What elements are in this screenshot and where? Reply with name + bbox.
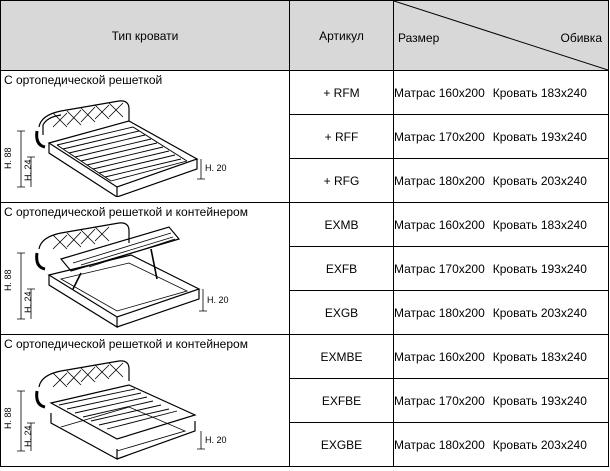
size-cell [394, 379, 609, 423]
bed-size: Кровать 193х240 [492, 261, 587, 276]
bed-size: Кровать 193х240 [492, 393, 587, 408]
bed-type-title: С ортопедической решеткой [4, 73, 163, 87]
header-article: Артикул [290, 1, 394, 71]
bed-type-title: С ортопедической решеткой и контейнером [4, 337, 248, 351]
dim-h88: H. 88 [3, 147, 13, 169]
size-cell [394, 247, 609, 291]
bed-size: Кровать 203х240 [492, 437, 587, 452]
header-row [1, 1, 609, 71]
dim-h20: H. 20 [205, 435, 227, 445]
mattress-size: Матрас 180х200 [394, 305, 485, 320]
mattress-size: Матрас 180х200 [394, 437, 485, 452]
bed-size: Кровать 183х240 [492, 349, 587, 364]
size-cell [394, 335, 609, 379]
bed-container-electric-illustration [1, 351, 241, 461]
dim-h24: H. 24 [23, 291, 33, 313]
article-cell: EXGB [290, 291, 394, 335]
article-cell: + RFM [290, 71, 394, 115]
bed-size: Кровать 183х240 [492, 85, 587, 100]
dim-h88: H. 88 [3, 407, 13, 429]
size-cell [394, 423, 609, 467]
table-row [1, 335, 609, 379]
size-cell [394, 71, 609, 115]
bed-size: Кровать 203х240 [492, 305, 587, 320]
dim-h20: H. 20 [207, 295, 229, 305]
bed-container-open-illustration [1, 219, 241, 329]
bed-type-cell [1, 203, 290, 335]
article-cell: EXGBE [290, 423, 394, 467]
size-cell [394, 159, 609, 203]
dim-h24: H. 24 [23, 425, 33, 447]
header-bed-type: Тип кровати [1, 1, 290, 71]
mattress-size: Матрас 160х200 [394, 349, 485, 364]
mattress-size: Матрас 160х200 [394, 85, 485, 100]
size-cell [394, 203, 609, 247]
mattress-size: Матрас 170х200 [394, 129, 485, 144]
size-cell [394, 291, 609, 335]
bed-size: Кровать 183х240 [492, 217, 587, 232]
bed-slatted-illustration [1, 87, 241, 197]
bed-size: Кровать 203х240 [492, 173, 587, 188]
article-cell: + RFF [290, 115, 394, 159]
mattress-size: Матрас 170х200 [394, 261, 485, 276]
header-size-upholstery [394, 1, 609, 71]
header-upholstery: Обивка [560, 31, 602, 45]
header-size: Размер [398, 31, 440, 45]
bed-type-title: С ортопедической решеткой и контейнером [4, 205, 248, 219]
article-cell: EXMBE [290, 335, 394, 379]
article-cell: + RFG [290, 159, 394, 203]
article-cell: EXFBE [290, 379, 394, 423]
article-cell: EXMB [290, 203, 394, 247]
bed-type-cell [1, 335, 290, 467]
table-row [1, 71, 609, 115]
article-cell: EXFB [290, 247, 394, 291]
dim-h24: H. 24 [23, 159, 33, 181]
mattress-size: Матрас 180х200 [394, 173, 485, 188]
dim-h20: H. 20 [205, 163, 227, 173]
bed-size: Кровать 193х240 [492, 129, 587, 144]
mattress-size: Матрас 160х200 [394, 217, 485, 232]
bed-type-cell [1, 71, 290, 203]
size-cell [394, 115, 609, 159]
table-row [1, 203, 609, 247]
dim-h88: H. 88 [3, 269, 13, 291]
mattress-size: Матрас 170х200 [394, 393, 485, 408]
